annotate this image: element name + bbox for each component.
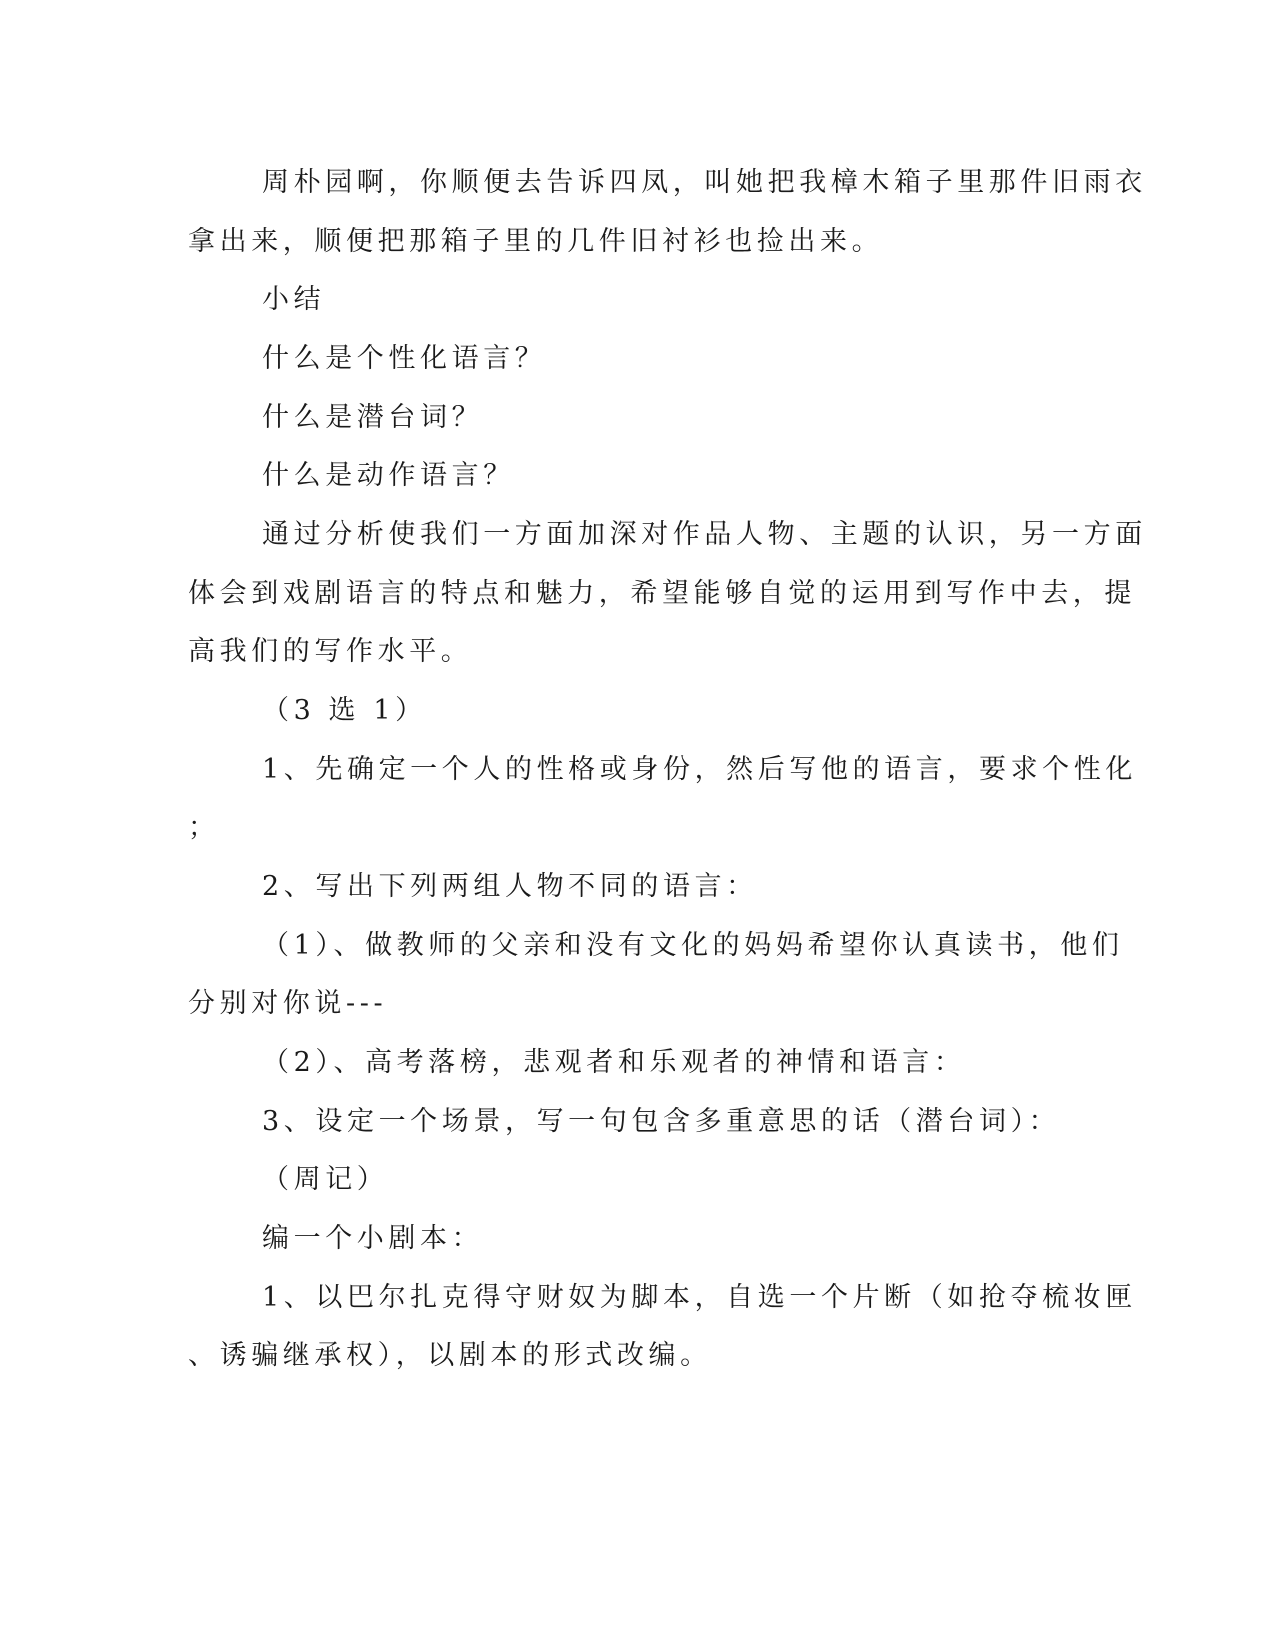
paragraph-line: 高我们的写作水平。 bbox=[188, 636, 473, 667]
section-label: （3 选 1） bbox=[262, 695, 427, 726]
list-item: 1、先确定一个人的性格或身份，然后写他的语言，要求个性化 bbox=[262, 754, 1137, 785]
section-label: （周记） bbox=[262, 1164, 389, 1195]
list-item-continuation: ； bbox=[188, 812, 220, 843]
paragraph-line: 通过分析使我们一方面加深对作品人物、主题的认识，另一方面 bbox=[262, 519, 1147, 550]
section-heading: 编一个小剧本： bbox=[262, 1223, 484, 1254]
list-item-continuation: 、诱骗继承权），以剧本的形式改编。 bbox=[188, 1340, 712, 1371]
list-subitem: （2）、高考落榜，悲观者和乐观者的神情和语言： bbox=[262, 1047, 966, 1078]
list-item: 3、设定一个场景，写一句包含多重意思的话（潜台词）： bbox=[262, 1106, 1061, 1137]
list-item: 1、以巴尔扎克得守财奴为脚本，自选一个片断（如抢夺梳妆匣 bbox=[262, 1282, 1137, 1313]
question-line: 什么是个性化语言？ bbox=[262, 343, 547, 374]
section-heading: 小结 bbox=[262, 284, 326, 315]
paragraph-line: 拿出来，顺便把那箱子里的几件旧衬衫也捡出来。 bbox=[188, 226, 884, 257]
question-line: 什么是潜台词？ bbox=[262, 402, 484, 433]
list-subitem-continuation: 分别对你说--- bbox=[188, 988, 388, 1019]
question-line: 什么是动作语言？ bbox=[262, 460, 515, 491]
list-subitem: （1）、做教师的父亲和没有文化的妈妈希望你认真读书，他们 bbox=[262, 930, 1124, 961]
paragraph-line: 体会到戏剧语言的特点和魅力，希望能够自觉的运用到写作中去，提 bbox=[188, 578, 1136, 609]
list-item: 2、写出下列两组人物不同的语言： bbox=[262, 871, 758, 902]
paragraph-line: 周朴园啊，你顺便去告诉四凤，叫她把我樟木箱子里那件旧雨衣 bbox=[262, 167, 1147, 198]
